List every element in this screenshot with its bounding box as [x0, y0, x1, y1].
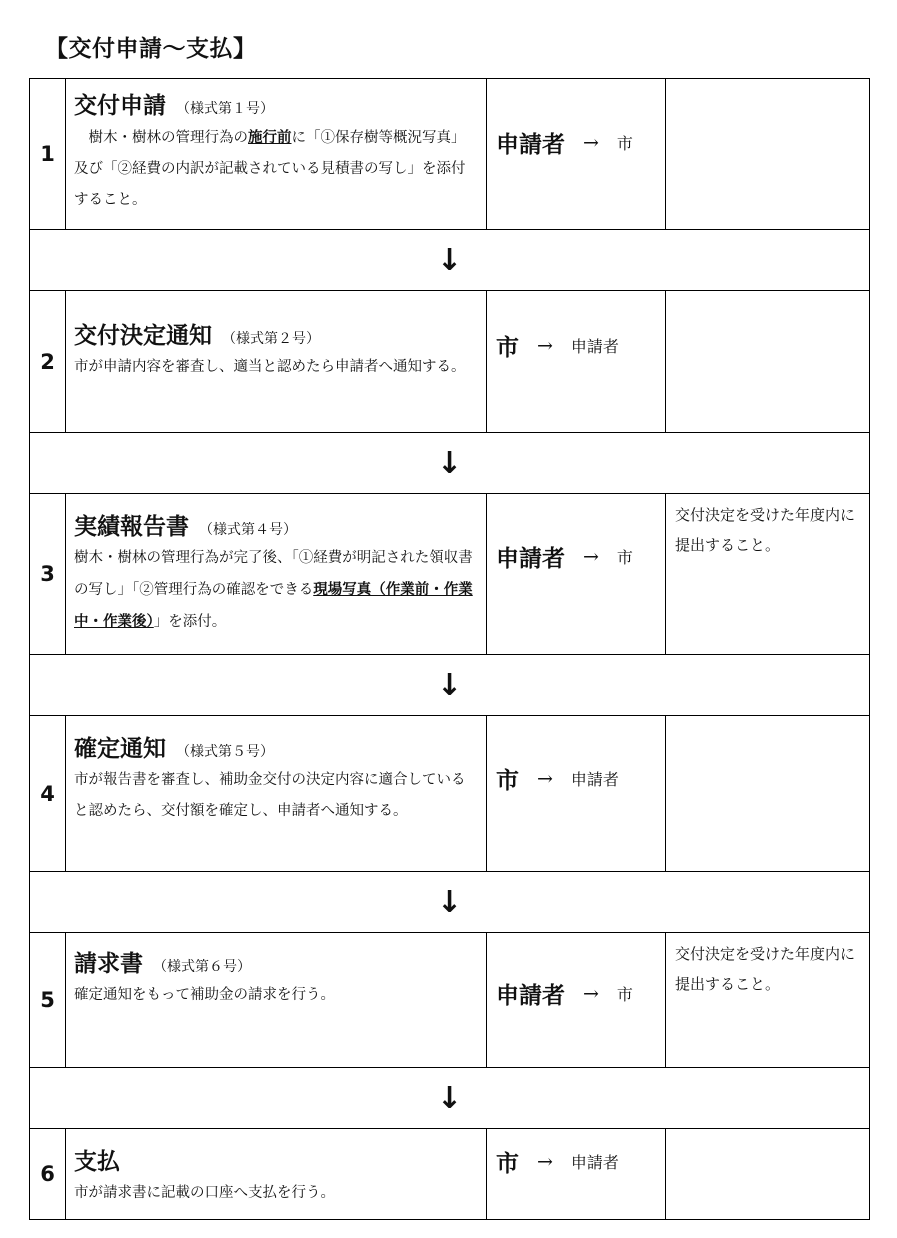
down-arrow-icon: ↓ — [30, 872, 870, 933]
flow-to: 申請者 — [570, 1153, 619, 1172]
arrow-row — [30, 1068, 870, 1129]
step-title: 交付決定通知 — [74, 323, 212, 349]
step-title: 確定通知 — [74, 736, 166, 762]
step-note — [666, 291, 870, 433]
step-row-2 — [30, 291, 870, 433]
step-description: 市が申請内容を審査し、適当と認めたら申請者へ通知する。 — [74, 359, 466, 375]
flow-from: 市 — [496, 768, 519, 794]
right-arrow-icon: → — [537, 1150, 553, 1173]
submission-flow — [487, 494, 666, 655]
arrow-row — [30, 655, 870, 716]
form-number: （様式第２号） — [222, 331, 320, 347]
step-number: 6 — [30, 1129, 66, 1220]
form-number: （様式第１号） — [176, 101, 274, 117]
right-arrow-icon: → — [583, 131, 599, 154]
step-number: 5 — [30, 933, 66, 1068]
step-note — [666, 79, 870, 230]
flow-from: 市 — [496, 1151, 519, 1177]
submission-flow — [487, 716, 666, 872]
right-arrow-icon: → — [537, 767, 553, 790]
step-description — [74, 122, 478, 216]
arrow-row — [30, 433, 870, 494]
step-note — [666, 1129, 870, 1220]
right-arrow-icon: → — [583, 982, 599, 1005]
desc-text: に「①保存樹等概況写真」及び「②経費の内訳が記載されている見積書の写し」を添付すること。 — [74, 130, 466, 208]
flow-to: 申請者 — [570, 770, 619, 789]
step-description: 市が報告書を審査し、補助金交付の決定内容に適合していると認めたら、交付額を確定し、申請者へ通知する。 — [74, 772, 466, 819]
step-title: 交付申請 — [74, 93, 166, 119]
desc-emphasis: 現場写真（作業前・作業中・作業後） — [74, 581, 473, 630]
step-content — [66, 933, 487, 1068]
step-number: 2 — [30, 291, 66, 433]
step-title: 実績報告書 — [74, 514, 189, 540]
down-arrow-icon: ↓ — [30, 433, 870, 494]
flow-to: 市 — [616, 134, 633, 153]
form-number: （様式第５号） — [176, 744, 274, 760]
down-arrow-icon: ↓ — [30, 230, 870, 291]
procedure-flow-table — [29, 78, 870, 1220]
form-number: （様式第４号） — [199, 522, 297, 538]
step-row-4 — [30, 716, 870, 872]
step-content — [66, 291, 487, 433]
step-row-1 — [30, 79, 870, 230]
flow-from: 申請者 — [496, 132, 565, 158]
step-description — [74, 543, 478, 638]
step-number: 4 — [30, 716, 66, 872]
page-title: 【交付申請～支払】 — [45, 36, 257, 62]
step-note — [666, 716, 870, 872]
step-row-3 — [30, 494, 870, 655]
down-arrow-icon: ↓ — [30, 1068, 870, 1129]
submission-flow — [487, 291, 666, 433]
flow-to: 市 — [616, 548, 633, 567]
submission-flow — [487, 79, 666, 230]
step-content — [66, 716, 487, 872]
submission-flow — [487, 1129, 666, 1220]
flow-to: 申請者 — [570, 337, 619, 356]
desc-text: 」を添付。 — [153, 614, 227, 630]
submission-flow — [487, 933, 666, 1068]
step-title: 支払 — [74, 1149, 120, 1175]
desc-emphasis: 施行前 — [248, 129, 292, 146]
step-content — [66, 494, 487, 655]
step-note: 交付決定を受けた年度内に提出すること。 — [666, 933, 870, 1068]
flow-from: 申請者 — [496, 546, 565, 572]
flow-from: 申請者 — [496, 983, 565, 1009]
step-note: 交付決定を受けた年度内に提出すること。 — [666, 494, 870, 655]
step-title: 請求書 — [74, 951, 143, 977]
form-number: （様式第６号） — [153, 959, 251, 975]
step-content — [66, 79, 487, 230]
step-number: 3 — [30, 494, 66, 655]
desc-text: 樹木・樹林の管理行為が完了後、「①経費が明記された領収書の写し」「②管理行為の確認をできる — [74, 550, 473, 598]
arrow-row — [30, 230, 870, 291]
desc-text: 樹木・樹林の管理行為の — [88, 130, 248, 146]
right-arrow-icon: → — [537, 334, 553, 357]
step-row-6 — [30, 1129, 870, 1220]
down-arrow-icon: ↓ — [30, 655, 870, 716]
step-row-5 — [30, 933, 870, 1068]
flow-to: 市 — [616, 985, 633, 1004]
flow-from: 市 — [496, 335, 519, 361]
step-number: 1 — [30, 79, 66, 230]
arrow-row — [30, 872, 870, 933]
step-description: 確定通知をもって補助金の請求を行う。 — [74, 987, 335, 1003]
right-arrow-icon: → — [583, 545, 599, 568]
step-content — [66, 1129, 487, 1220]
step-description: 市が請求書に記載の口座へ支払を行う。 — [74, 1185, 335, 1201]
